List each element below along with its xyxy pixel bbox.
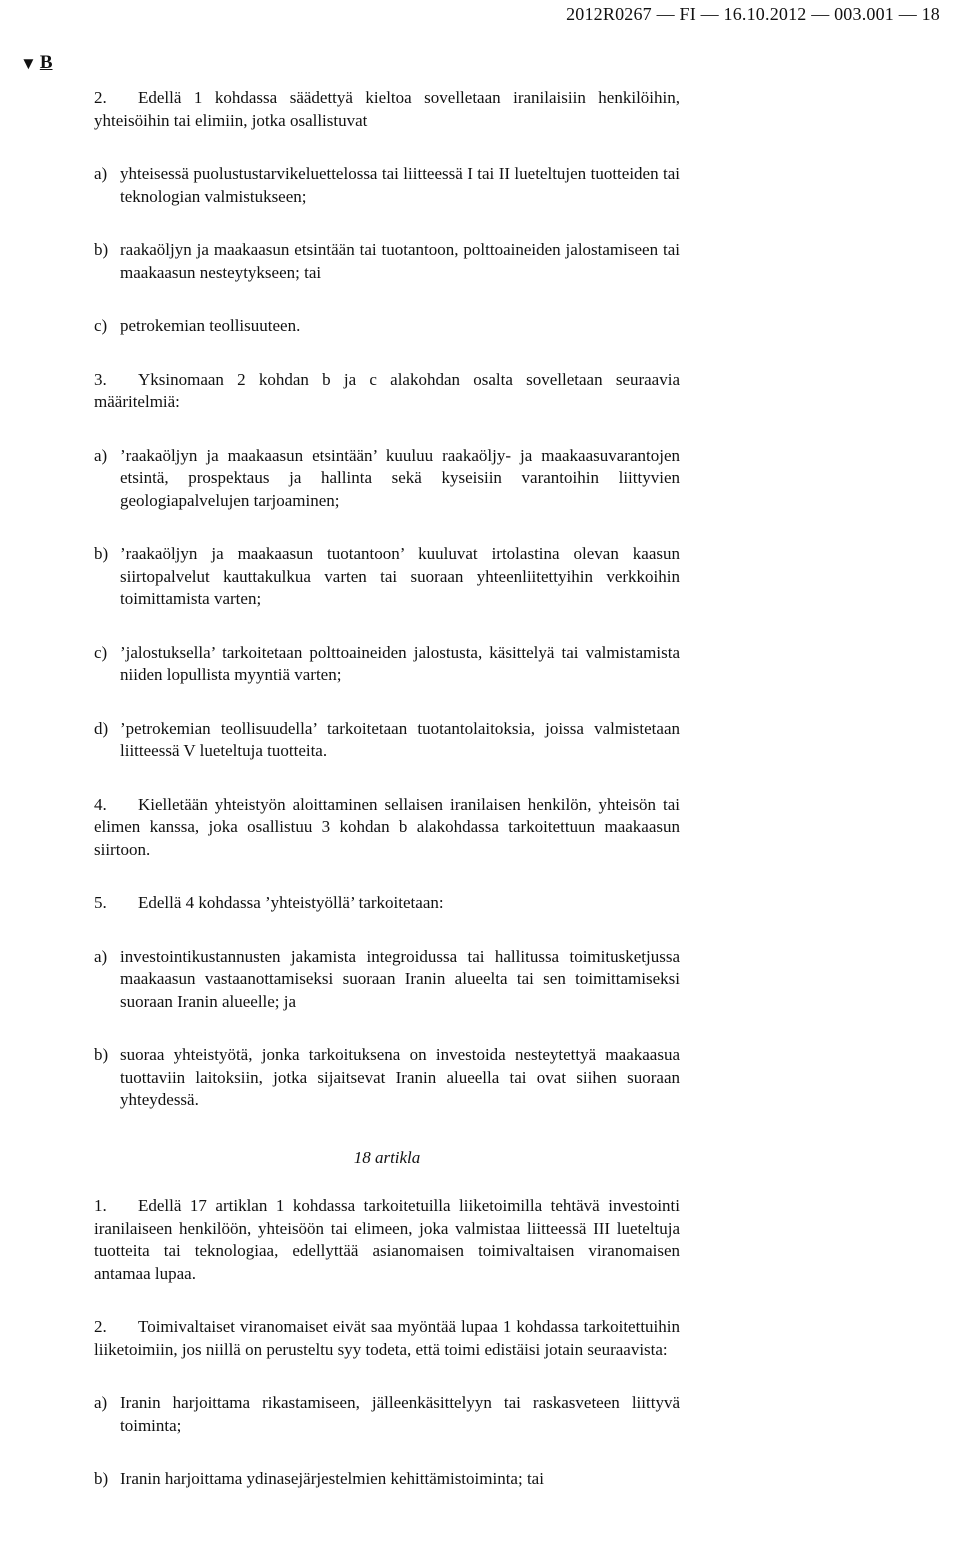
sub-item-label: b) <box>94 1045 109 1064</box>
sub-item-text: raakaöljyn ja maakaasun etsintään tai tuotantoon, polttoaineiden jalostamiseen tai maakaasun nesteytykseen; tai <box>120 240 680 282</box>
sub-item-label: c) <box>94 316 108 335</box>
paragraph-text: Edellä 4 kohdassa ’yhteistyöllä’ tarkoitetaan: <box>138 893 444 912</box>
paragraph-number: 4. <box>94 794 107 814</box>
paragraph-5 <box>94 892 680 915</box>
paragraph-1 <box>94 1195 680 1285</box>
sub-item <box>94 543 680 611</box>
sub-item <box>94 163 680 208</box>
sub-item <box>94 445 680 513</box>
paragraph-4 <box>94 794 680 862</box>
sub-item-label: c) <box>94 642 108 662</box>
paragraph-text: Toimivaltaiset viranomaiset eivät saa myöntää lupaa 1 kohdassa tarkoitettuihin liiketoimiin, jos niillä on perusteltu syy todeta, että toimi edistäisi jotain seuraavista: <box>94 1317 680 1359</box>
sub-item-text: yhteisessä puolustustarvikeluettelossa tai liitteessä I tai II lueteltujen tuotteiden tai teknologian valmistukseen; <box>120 164 680 206</box>
sub-item-label: a) <box>94 946 108 966</box>
sub-item <box>94 1392 680 1437</box>
paragraph-number: 2. <box>94 1317 107 1336</box>
sub-item-text: Iranin harjoittama rikastamiseen, jälleenkäsittelyyn tai raskasveteen liittyvä toiminta; <box>120 1393 680 1435</box>
sub-item-label: b) <box>94 1469 109 1488</box>
paragraph-text: Edellä 1 kohdassa säädettyä kieltoa sovelletaan iranilaisiin henkilöihin, yhteisöihin tai elimiin, jotka osallistuvat <box>94 88 680 130</box>
sub-item-label: b) <box>94 544 109 563</box>
sub-item-label: d) <box>94 718 109 738</box>
sub-item-label: a) <box>94 164 108 183</box>
sub-item-text: ’jalostuksella’ tarkoitetaan polttoaineiden jalostusta, käsittelyä tai valmistamista niiden lopullista myyntiä varten; <box>120 642 680 684</box>
sub-item <box>94 239 680 284</box>
sub-item-text: investointikustannusten jakamista integroidussa tai hallitussa toimitusketjussa maakaasun vastaanottamiseksi suoraan Iranin alueelta tai sen toimittamiseksi suoraan Iranin alueelle; ja <box>120 946 680 1011</box>
sub-item-text: ’raakaöljyn ja maakaasun etsintään’ kuuluu raakaöljy- ja maakaasuvarantojen etsintä, prospektaus ja hallinta sekä kyseisiin varantoihin liittyvien geologiapalvelujen tarjoaminen; <box>120 445 680 510</box>
sub-item-label: b) <box>94 240 109 259</box>
amendment-marker <box>20 52 53 74</box>
sub-item <box>94 1468 680 1491</box>
sub-item <box>94 946 680 1014</box>
paragraph-number: 2. <box>94 88 107 107</box>
sub-item-label: a) <box>94 445 108 465</box>
paragraph-3 <box>94 369 680 414</box>
paragraph-2b <box>94 1316 680 1361</box>
sub-item <box>94 1044 680 1112</box>
triangle-down-icon: ▼ <box>20 53 37 73</box>
paragraph-number: 3. <box>94 369 107 389</box>
sub-item <box>94 642 680 687</box>
sub-item <box>94 718 680 763</box>
document-body <box>94 87 680 1522</box>
paragraph-text: Kielletään yhteistyön aloittaminen sellaisen iranilaisen henkilön, yhteisön tai elimen kanssa, joka osallistuu 3 kohdan b alakohdassa tarkoitettuun maakaasun siirtoon. <box>94 794 680 859</box>
paragraph-number: 1. <box>94 1196 107 1215</box>
sub-item-text: ’raakaöljyn ja maakaasun tuotantoon’ kuuluvat irtolastina olevan kaasun siirtopalvelut kauttakulkua varten tai suoraan yhteenliitettyihin verkkoihin toimittamista varten; <box>120 544 680 608</box>
sub-item-text: petrokemian teollisuuteen. <box>120 316 301 335</box>
paragraph-number: 5. <box>94 893 107 912</box>
article-title: 18 artikla <box>353 1147 421 1167</box>
amendment-letter: B <box>39 52 53 73</box>
document-header: 2012R0267 — FI — 16.10.2012 — 003.001 — 18 <box>566 4 940 24</box>
sub-item-text: ’petrokemian teollisuudella’ tarkoitetaan tuotantolaitoksia, joissa valmistetaan liitteessä V lueteltuja tuotteita. <box>120 718 680 760</box>
sub-item-text: suoraa yhteistyötä, jonka tarkoituksena on investoida nesteytettyä maakaasua tuottaviin laitoksiin, jotka sijaitsevat Iranin alueella tai ovat siihen suoraan yhteydessä. <box>120 1045 680 1109</box>
paragraph-2 <box>94 87 680 132</box>
paragraph-text: Edellä 17 artiklan 1 kohdassa tarkoitetuilla liiketoimilla tehtävä investointi iranilaiseen henkilöön, yhteisöön tai elimeen, joka valmistaa liitteessä III lueteltuja tuotteita tai teknologiaa, edellyttää asianomaisen toimivaltaisen viranomaisen antamaa lupaa. <box>94 1196 680 1283</box>
sub-item-label: a) <box>94 1393 108 1412</box>
paragraph-text: Yksinomaan 2 kohdan b ja c alakohdan osalta sovelletaan seuraavia määritelmiä: <box>94 369 680 411</box>
sub-item-text: Iranin harjoittama ydinasejärjestelmien kehittämistoiminta; tai <box>120 1469 544 1488</box>
sub-item <box>94 315 680 338</box>
